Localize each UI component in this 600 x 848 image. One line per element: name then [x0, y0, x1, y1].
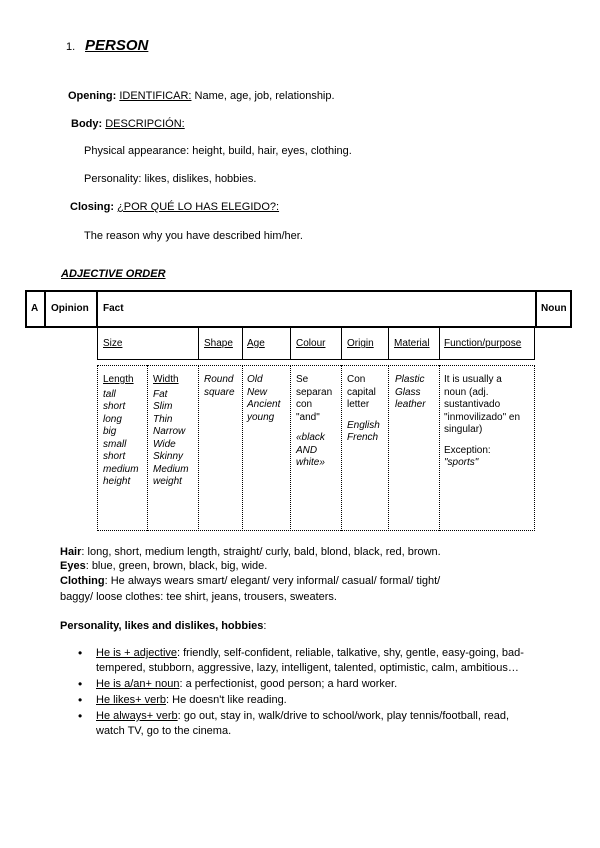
bullet-lead: He is a/an+ noun	[96, 678, 180, 690]
divider	[341, 327, 342, 360]
subhead-origin: Origin	[347, 338, 374, 349]
length-item: tall	[103, 388, 116, 400]
length-item: short	[103, 401, 126, 412]
width-column	[153, 374, 197, 489]
length-item: short	[103, 451, 126, 462]
col-opinion: Opinion	[51, 303, 89, 314]
function-item: "inmovilizado" en	[444, 411, 521, 423]
divider	[439, 327, 440, 360]
width-head: Width	[153, 374, 179, 385]
eyes-line	[60, 560, 267, 572]
personality-bullets	[76, 646, 536, 740]
opening-line	[68, 90, 335, 102]
subhead-colour: Colour	[296, 338, 326, 349]
bullet-lead: He always+ verb	[96, 710, 178, 722]
list-item	[76, 709, 536, 739]
physical-line: Physical appearance: height, build, hair, eyes, clothing.	[84, 145, 352, 157]
hair-text: : long, short, medium length, straight/ curly, bald, blond, black, red, brown.	[81, 546, 441, 558]
material-item: Plastic	[395, 374, 425, 385]
clothing-label: Clothing	[60, 575, 105, 587]
shape-item: Round	[204, 374, 234, 385]
width-item: Narrow	[153, 426, 186, 437]
material-item: leather	[395, 399, 426, 410]
colour-example: AND	[296, 444, 318, 456]
origin-column	[347, 374, 389, 445]
hair-label: Hair	[60, 546, 82, 558]
divider	[535, 290, 537, 328]
function-exception-label: Exception:	[444, 444, 491, 456]
opening-text: Name, age, job, relationship.	[191, 90, 335, 102]
age-item: New	[247, 386, 268, 398]
origin-item: capital	[347, 386, 376, 398]
section-number: 1.	[66, 41, 76, 53]
personality-heading	[60, 620, 266, 632]
divider	[290, 327, 291, 360]
opening-label: Opening:	[68, 90, 117, 102]
length-item: big	[103, 426, 117, 437]
origin-item: Con	[347, 374, 366, 385]
colour-item: separan	[296, 386, 333, 398]
divider	[439, 365, 440, 531]
body-link: DESCRIPCIÓN:	[105, 118, 185, 130]
body-label: Body:	[71, 118, 103, 130]
age-item: Ancient	[247, 399, 281, 410]
divider	[96, 290, 98, 328]
opening-link: IDENTIFICAR:	[119, 90, 192, 102]
shape-column	[204, 374, 244, 399]
origin-example: English	[347, 419, 380, 431]
reason-line: The reason why you have described him/her.	[84, 230, 303, 242]
colour-example: «black	[296, 432, 325, 443]
clothing-line-2: baggy/ loose clothes: tee shirt, jeans, trousers, sweaters.	[60, 591, 337, 603]
divider	[198, 365, 199, 531]
colour-item: "and"	[296, 411, 320, 423]
list-item	[76, 646, 536, 676]
col-noun: Noun	[541, 303, 567, 314]
bullet-text: : He doesn't like reading.	[166, 694, 287, 706]
subhead-shape: Shape	[204, 338, 233, 349]
divider	[242, 327, 243, 360]
closing-line	[70, 201, 279, 213]
colour-item: Se	[296, 374, 309, 385]
origin-example: French	[347, 432, 379, 443]
function-item: It is usually a	[444, 374, 502, 385]
function-item: sustantivado	[444, 399, 501, 410]
material-column	[395, 374, 439, 412]
width-item: Wide	[153, 438, 176, 450]
length-head: Length	[103, 374, 134, 385]
colour-example: white»	[296, 457, 325, 468]
eyes-text: : blue, green, brown, black, big, wide.	[85, 560, 268, 572]
eyes-label: Eyes	[60, 560, 86, 572]
subhead-function: Function/purpose	[444, 338, 522, 349]
function-item: singular)	[444, 424, 483, 435]
length-item: medium	[103, 463, 139, 475]
width-item: Medium	[153, 463, 189, 475]
material-item: Glass	[395, 386, 421, 398]
width-item: Fat	[153, 388, 168, 400]
bullet-lead: He likes+ verb	[96, 694, 167, 706]
col-a: A	[31, 303, 39, 314]
divider	[44, 290, 46, 328]
width-item: Thin	[153, 413, 173, 425]
bullet-text: : friendly, self-confident, reliable, talkative, shy, gentle, easy-going, bad-tempered, stubborn, aggressive, lazy, intelligent, talented, optimistic, calm, ambitious…	[96, 647, 524, 674]
width-item: weight	[153, 476, 182, 487]
subhead-material: Material	[394, 338, 430, 349]
function-exception: "sports"	[444, 457, 479, 468]
body-line	[71, 118, 185, 130]
personality-heading-label: Personality, likes and dislikes, hobbies	[60, 620, 264, 632]
length-item: height	[103, 476, 131, 487]
closing-label: Closing:	[70, 201, 114, 213]
clothing-line	[60, 575, 440, 587]
length-item: small	[103, 438, 127, 450]
clothing-text: : He always wears smart/ elegant/ very informal/ casual/ formal/ tight/	[104, 575, 441, 587]
width-item: Skinny	[153, 451, 184, 462]
subhead-size: Size	[103, 338, 123, 349]
bullet-text: : go out, stay in, walk/drive to school/work, play tennis/football, read, watch TV, go to the cinema.	[96, 710, 510, 737]
adjective-order-title: ADJECTIVE ORDER	[61, 268, 166, 280]
age-item: young	[247, 411, 275, 423]
origin-item: letter	[347, 399, 370, 410]
function-item: noun (adj.	[444, 386, 489, 398]
personality-heading-colon: :	[263, 620, 267, 632]
list-item	[76, 677, 536, 692]
colour-item: con	[296, 399, 313, 410]
closing-link: ¿POR QUÉ LO HAS ELEGIDO?:	[117, 201, 280, 213]
personality-line: Personality: likes, dislikes, hobbies.	[84, 173, 257, 185]
divider	[388, 327, 389, 360]
subhead-age: Age	[247, 338, 265, 349]
age-column	[247, 374, 291, 424]
col-fact: Fact	[103, 303, 124, 314]
list-item	[76, 693, 536, 708]
page-title: PERSON	[85, 37, 149, 54]
function-column	[444, 374, 536, 470]
colour-column	[296, 374, 342, 470]
length-item: long	[103, 413, 122, 425]
age-item: Old	[247, 374, 263, 385]
bullet-lead: He is + adjective	[96, 647, 178, 659]
width-item: Slim	[153, 401, 173, 412]
hair-line	[60, 546, 441, 558]
divider	[147, 365, 148, 531]
length-column	[103, 374, 147, 489]
shape-item: square	[204, 386, 235, 398]
divider	[198, 327, 199, 360]
bullet-text: : a perfectionist, good person; a hard worker.	[179, 678, 398, 690]
